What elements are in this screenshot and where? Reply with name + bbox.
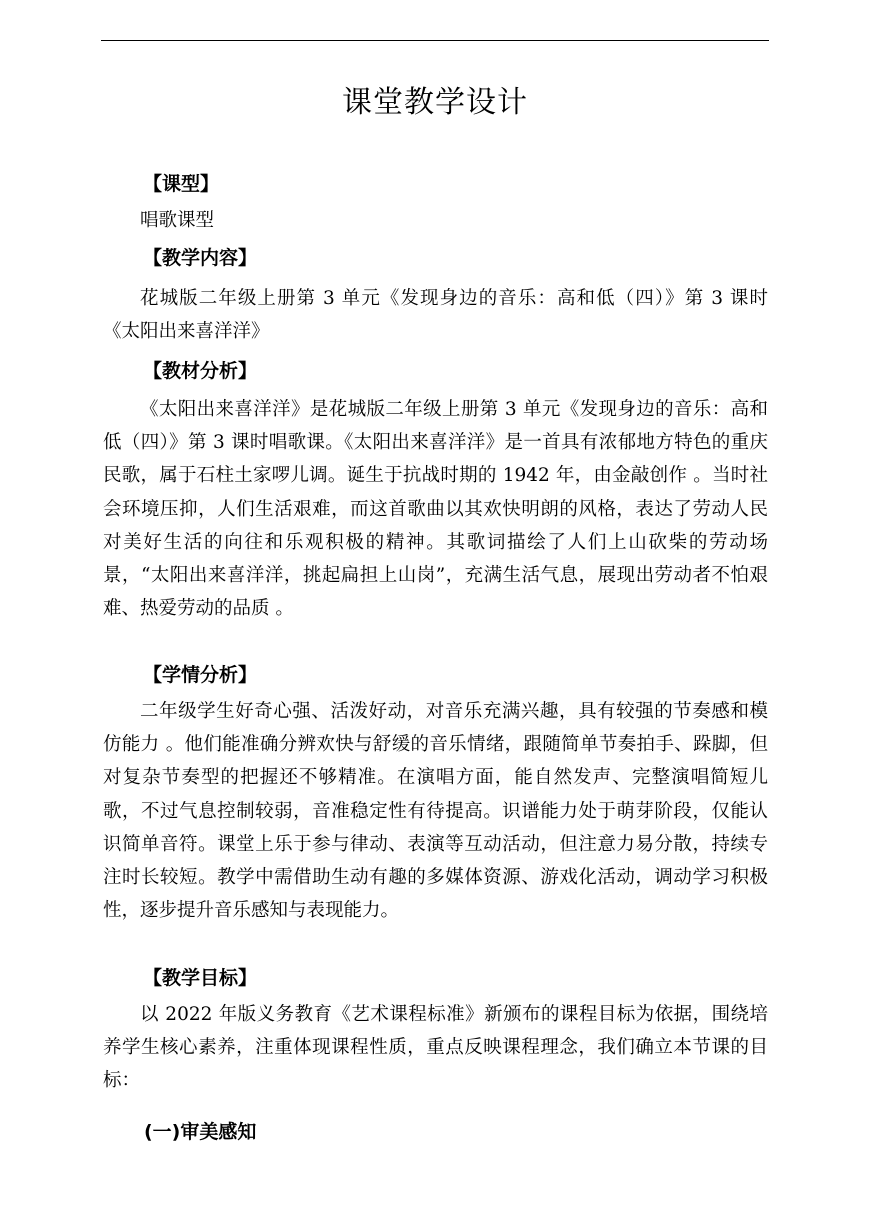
section-heading-material-analysis: 【教材分析】 (143, 360, 258, 382)
section-body-teaching-goals: 以 2022 年版义务教育《艺术课程标准》新颁布的课程目标为依据，围绕培养学生核心素养，注重体现课程性质，重点反映课程理念，我们确立本节课的目标： (103, 1004, 768, 1092)
section-heading-lesson-type: 【课型】 (143, 173, 220, 195)
header-rule (101, 40, 769, 41)
section-body-lesson-type: 唱歌课型 (140, 210, 215, 231)
section-heading-teaching-goals: 【教学目标】 (143, 967, 258, 989)
section-body-teaching-content: 花城版二年级上册第 3 单元《发现身边的音乐：高和低（四）》第 3 课时《太阳出来喜洋洋》 (103, 288, 768, 343)
section-body-material-analysis: 《太阳出来喜洋洋》是花城版二年级上册第 3 单元《发现身边的音乐：高和低（四）》第 3 课时唱歌课。《太阳出来喜洋洋》是一首具有浓郁地方特色的重庆民歌，属于石柱土家啰儿调。诞生于抗战时期的 1942 年，由金敲创作 。当时社会环境压抑，人们生活艰难，而这首歌曲以其欢快明朗的风格，表达了劳动人民对美好生活的向往和乐观积极的精神。其歌词描绘了人们上山砍柴的劳动场景，“太阳出来喜洋洋，挑起扁担上山岗”，充满生活气息，展现出劳动者不怕艰难、热爱劳动的品质 。 (103, 399, 768, 620)
document-title: 课堂教学设计 (342, 85, 528, 120)
section-body-student-analysis: 二年级学生好奇心强、活泼好动，对音乐充满兴趣，具有较强的节奏感和模仿能力 。他们能准确分辨欢快与舒缓的音乐情绪，跟随简单节奏拍手、跺脚，但对复杂节奏型的把握还不够精准。在演唱方面，能自然发声、完整演唱简短儿歌，不过气息控制较弱，音准稳定性有待提高。识谱能力处于萌芽阶段，仅能认识简单音符。课堂上乐于参与律动、表演等互动活动，但注意力易分散，持续专注时长较短。教学中需借助生动有趣的多媒体资源、游戏化活动，调动学习积极性，逐步提升音乐感知与表现能力。 (103, 701, 768, 922)
subheading-aesthetic-perception: (一)审美感知 (144, 1121, 257, 1143)
section-heading-student-analysis: 【学情分析】 (143, 664, 258, 686)
section-heading-teaching-content: 【教学内容】 (143, 247, 258, 269)
